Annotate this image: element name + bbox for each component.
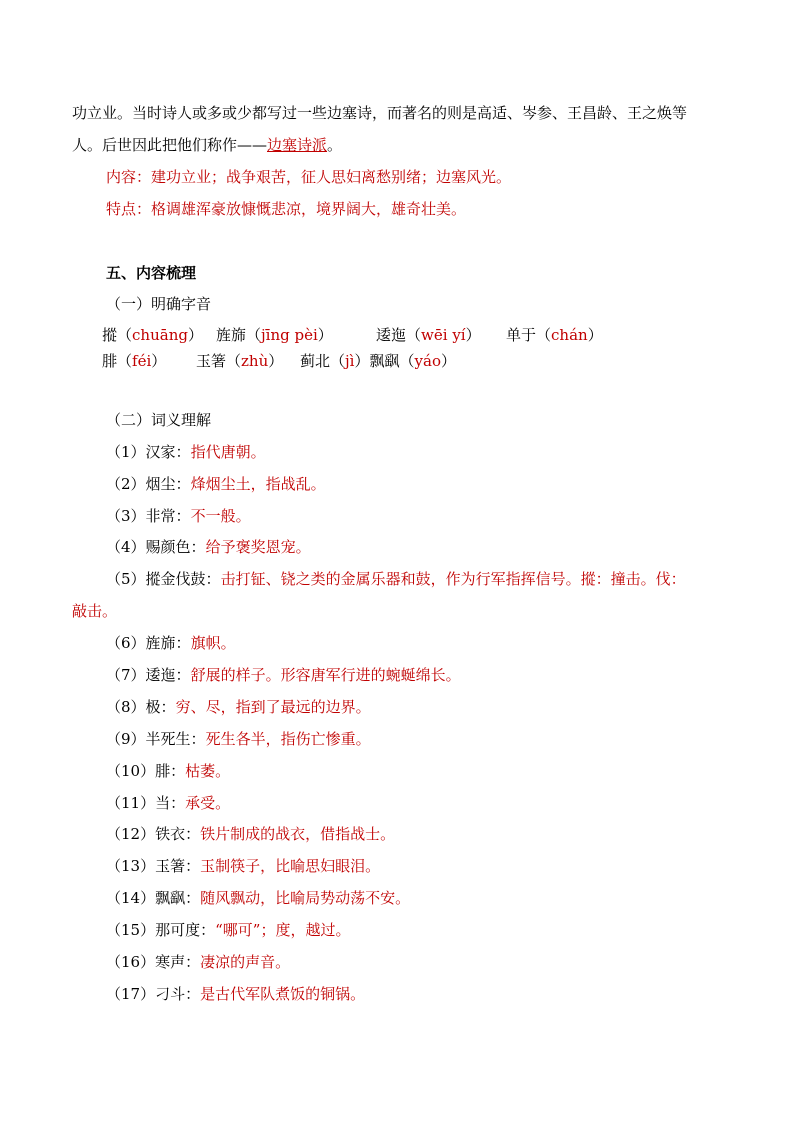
pron-char: 旌旆 — [216, 326, 247, 344]
glossary-num: （8） — [106, 698, 146, 716]
glossary-term: 极： — [145, 698, 176, 716]
glossary-item — [106, 952, 290, 972]
glossary-num: （2） — [106, 475, 146, 493]
glossary-term: 寒声： — [155, 953, 201, 971]
glossary-num: （7） — [106, 666, 146, 684]
pron-char: 腓 — [102, 352, 118, 370]
glossary-term: 摐金伐鼓： — [145, 570, 221, 588]
glossary-num: （15） — [106, 921, 156, 939]
pronunciation-row-2 — [102, 351, 456, 371]
subsection-pronunciation-title: （一）明确字音 — [106, 295, 212, 313]
content-summary — [106, 167, 511, 187]
glossary-def: 不一般。 — [190, 507, 251, 525]
glossary-item-continuation: 敲击。 — [72, 602, 118, 620]
pron-item — [370, 352, 457, 370]
glossary-term: 非常： — [145, 507, 191, 525]
glossary-def: 凄凉的声音。 — [200, 953, 291, 971]
pron-close: ） — [354, 352, 370, 370]
glossary-item — [106, 824, 395, 844]
glossary-term: 逶迤： — [145, 666, 191, 684]
pron-open: （ — [246, 326, 262, 344]
pron-item — [196, 351, 300, 371]
pron-open: （ — [117, 352, 133, 370]
glossary-def: 枯萎。 — [185, 762, 231, 780]
pron-close: ） — [465, 326, 481, 344]
content-label: 内容： — [106, 168, 152, 186]
glossary-def: 击打钲、铙之类的金属乐器和鼓，作为行军指挥信号。摐：撞击。伐： — [220, 570, 686, 588]
pron-close: ） — [317, 326, 333, 344]
pron-close: ） — [268, 352, 284, 370]
glossary-num: （13） — [106, 857, 156, 875]
pron-close: ） — [187, 326, 203, 344]
glossary-item — [106, 729, 371, 749]
feature-text: 格调雄浑豪放慷慨悲凉，境界阔大，雄奇壮美。 — [151, 200, 467, 218]
pron-item — [216, 325, 376, 345]
glossary-def: “哪可”；度，越过。 — [215, 921, 351, 939]
glossary-item — [106, 697, 371, 717]
glossary-item — [106, 761, 230, 781]
border-poetry-school-link[interactable]: 边塞诗派 — [267, 136, 328, 154]
glossary-term: 烟尘： — [145, 475, 191, 493]
glossary-def: 舒展的样子。形容唐军行进的蜿蜒绵长。 — [190, 666, 461, 684]
glossary-num: （5） — [106, 570, 146, 588]
pron-char: 飘飖 — [369, 352, 400, 370]
glossary-num: （3） — [106, 507, 146, 525]
glossary-num: （17） — [106, 985, 156, 1003]
glossary-item — [106, 920, 350, 940]
glossary-item — [106, 633, 236, 653]
glossary-num: （9） — [106, 730, 146, 748]
pron-char: 蓟北 — [300, 352, 331, 370]
glossary-item — [106, 984, 365, 1004]
feature-summary — [106, 199, 466, 219]
glossary-term: 玉箸： — [155, 857, 201, 875]
pron-open: （ — [330, 352, 346, 370]
pron-char: 玉箸 — [196, 352, 227, 370]
pron-item — [506, 326, 603, 344]
pron-open: （ — [536, 326, 552, 344]
intro-line-2-suffix: 。 — [327, 136, 343, 154]
glossary-term: 汉家： — [145, 443, 191, 461]
pron-item — [102, 351, 196, 371]
pron-pinyin: féi — [132, 352, 152, 370]
glossary-item — [106, 665, 461, 685]
glossary-item — [106, 506, 251, 526]
pron-open: （ — [226, 352, 242, 370]
pron-item — [300, 352, 370, 370]
pron-pinyin: chuāng — [132, 326, 188, 344]
glossary-def: 死生各半，指伤亡惨重。 — [205, 730, 371, 748]
glossary-term: 腓： — [155, 762, 186, 780]
glossary-term: 刁斗： — [155, 985, 201, 1003]
pron-open: （ — [406, 326, 422, 344]
glossary-num: （11） — [106, 794, 156, 812]
glossary-num: （4） — [106, 538, 146, 556]
glossary-num: （6） — [106, 634, 146, 652]
glossary-def: 铁片制成的战衣，借指战士。 — [200, 825, 396, 843]
pron-item — [376, 325, 506, 345]
glossary-item — [106, 569, 686, 589]
feature-label: 特点： — [106, 200, 152, 218]
pron-pinyin: jì — [345, 352, 355, 370]
glossary-term: 那可度： — [155, 921, 216, 939]
glossary-def: 随风飘动，比喻局势动荡不安。 — [200, 889, 411, 907]
pron-char: 单于 — [506, 326, 537, 344]
glossary-def: 穷、尽，指到了最远的边界。 — [175, 698, 371, 716]
glossary-item — [106, 537, 311, 557]
glossary-term: 飘飖： — [155, 889, 201, 907]
document-page — [72, 0, 726, 1123]
glossary-item — [106, 888, 410, 908]
pron-item — [102, 325, 216, 345]
pron-pinyin: zhù — [241, 352, 269, 370]
intro-line-2-prefix: 人。后世因此把他们称作—— — [72, 136, 268, 154]
pron-pinyin: jīng pèi — [261, 326, 318, 344]
pron-close: ） — [587, 326, 603, 344]
pron-close: ） — [440, 352, 456, 370]
pron-char: 逶迤 — [376, 326, 407, 344]
glossary-num: （1） — [106, 443, 146, 461]
glossary-def: 烽烟尘土，指战乱。 — [190, 475, 326, 493]
glossary-def: 玉制筷子，比喻思妇眼泪。 — [200, 857, 381, 875]
glossary-num: （14） — [106, 889, 156, 907]
pron-pinyin: wēi yí — [421, 326, 466, 344]
pron-open: （ — [399, 352, 415, 370]
glossary-item — [106, 856, 380, 876]
glossary-item — [106, 442, 266, 462]
glossary-def: 指代唐朝。 — [190, 443, 266, 461]
pron-pinyin: chán — [551, 326, 588, 344]
intro-line-1: 功立业。当时诗人或多或少都写过一些边塞诗，而著名的则是高适、岑参、王昌龄、王之焕等 — [72, 104, 688, 122]
glossary-term: 旌旆： — [145, 634, 191, 652]
glossary-def: 是古代军队煮饭的铜锅。 — [200, 985, 366, 1003]
glossary-def: 给予褒奖恩宠。 — [205, 538, 311, 556]
content-text: 建功立业；战争艰苦，征人思妇离愁别绪；边塞风光。 — [151, 168, 512, 186]
glossary-term: 赐颜色： — [145, 538, 206, 556]
intro-line-2 — [72, 135, 342, 155]
glossary-term: 铁衣： — [155, 825, 201, 843]
glossary-item — [106, 474, 326, 494]
glossary-num: （10） — [106, 762, 156, 780]
pronunciation-row-1 — [102, 325, 603, 345]
glossary-def: 旗帜。 — [190, 634, 236, 652]
section-title: 五、内容梳理 — [106, 264, 197, 282]
pron-char: 摐 — [102, 326, 118, 344]
glossary-num: （16） — [106, 953, 156, 971]
glossary-num: （12） — [106, 825, 156, 843]
glossary-def: 承受。 — [185, 794, 231, 812]
glossary-term: 半死生： — [145, 730, 206, 748]
glossary-term: 当： — [155, 794, 186, 812]
pron-open: （ — [117, 326, 133, 344]
pron-pinyin: yáo — [414, 352, 441, 370]
pron-close: ） — [151, 352, 167, 370]
subsection-meaning-title: （二）词义理解 — [106, 411, 212, 429]
glossary-item — [106, 793, 230, 813]
